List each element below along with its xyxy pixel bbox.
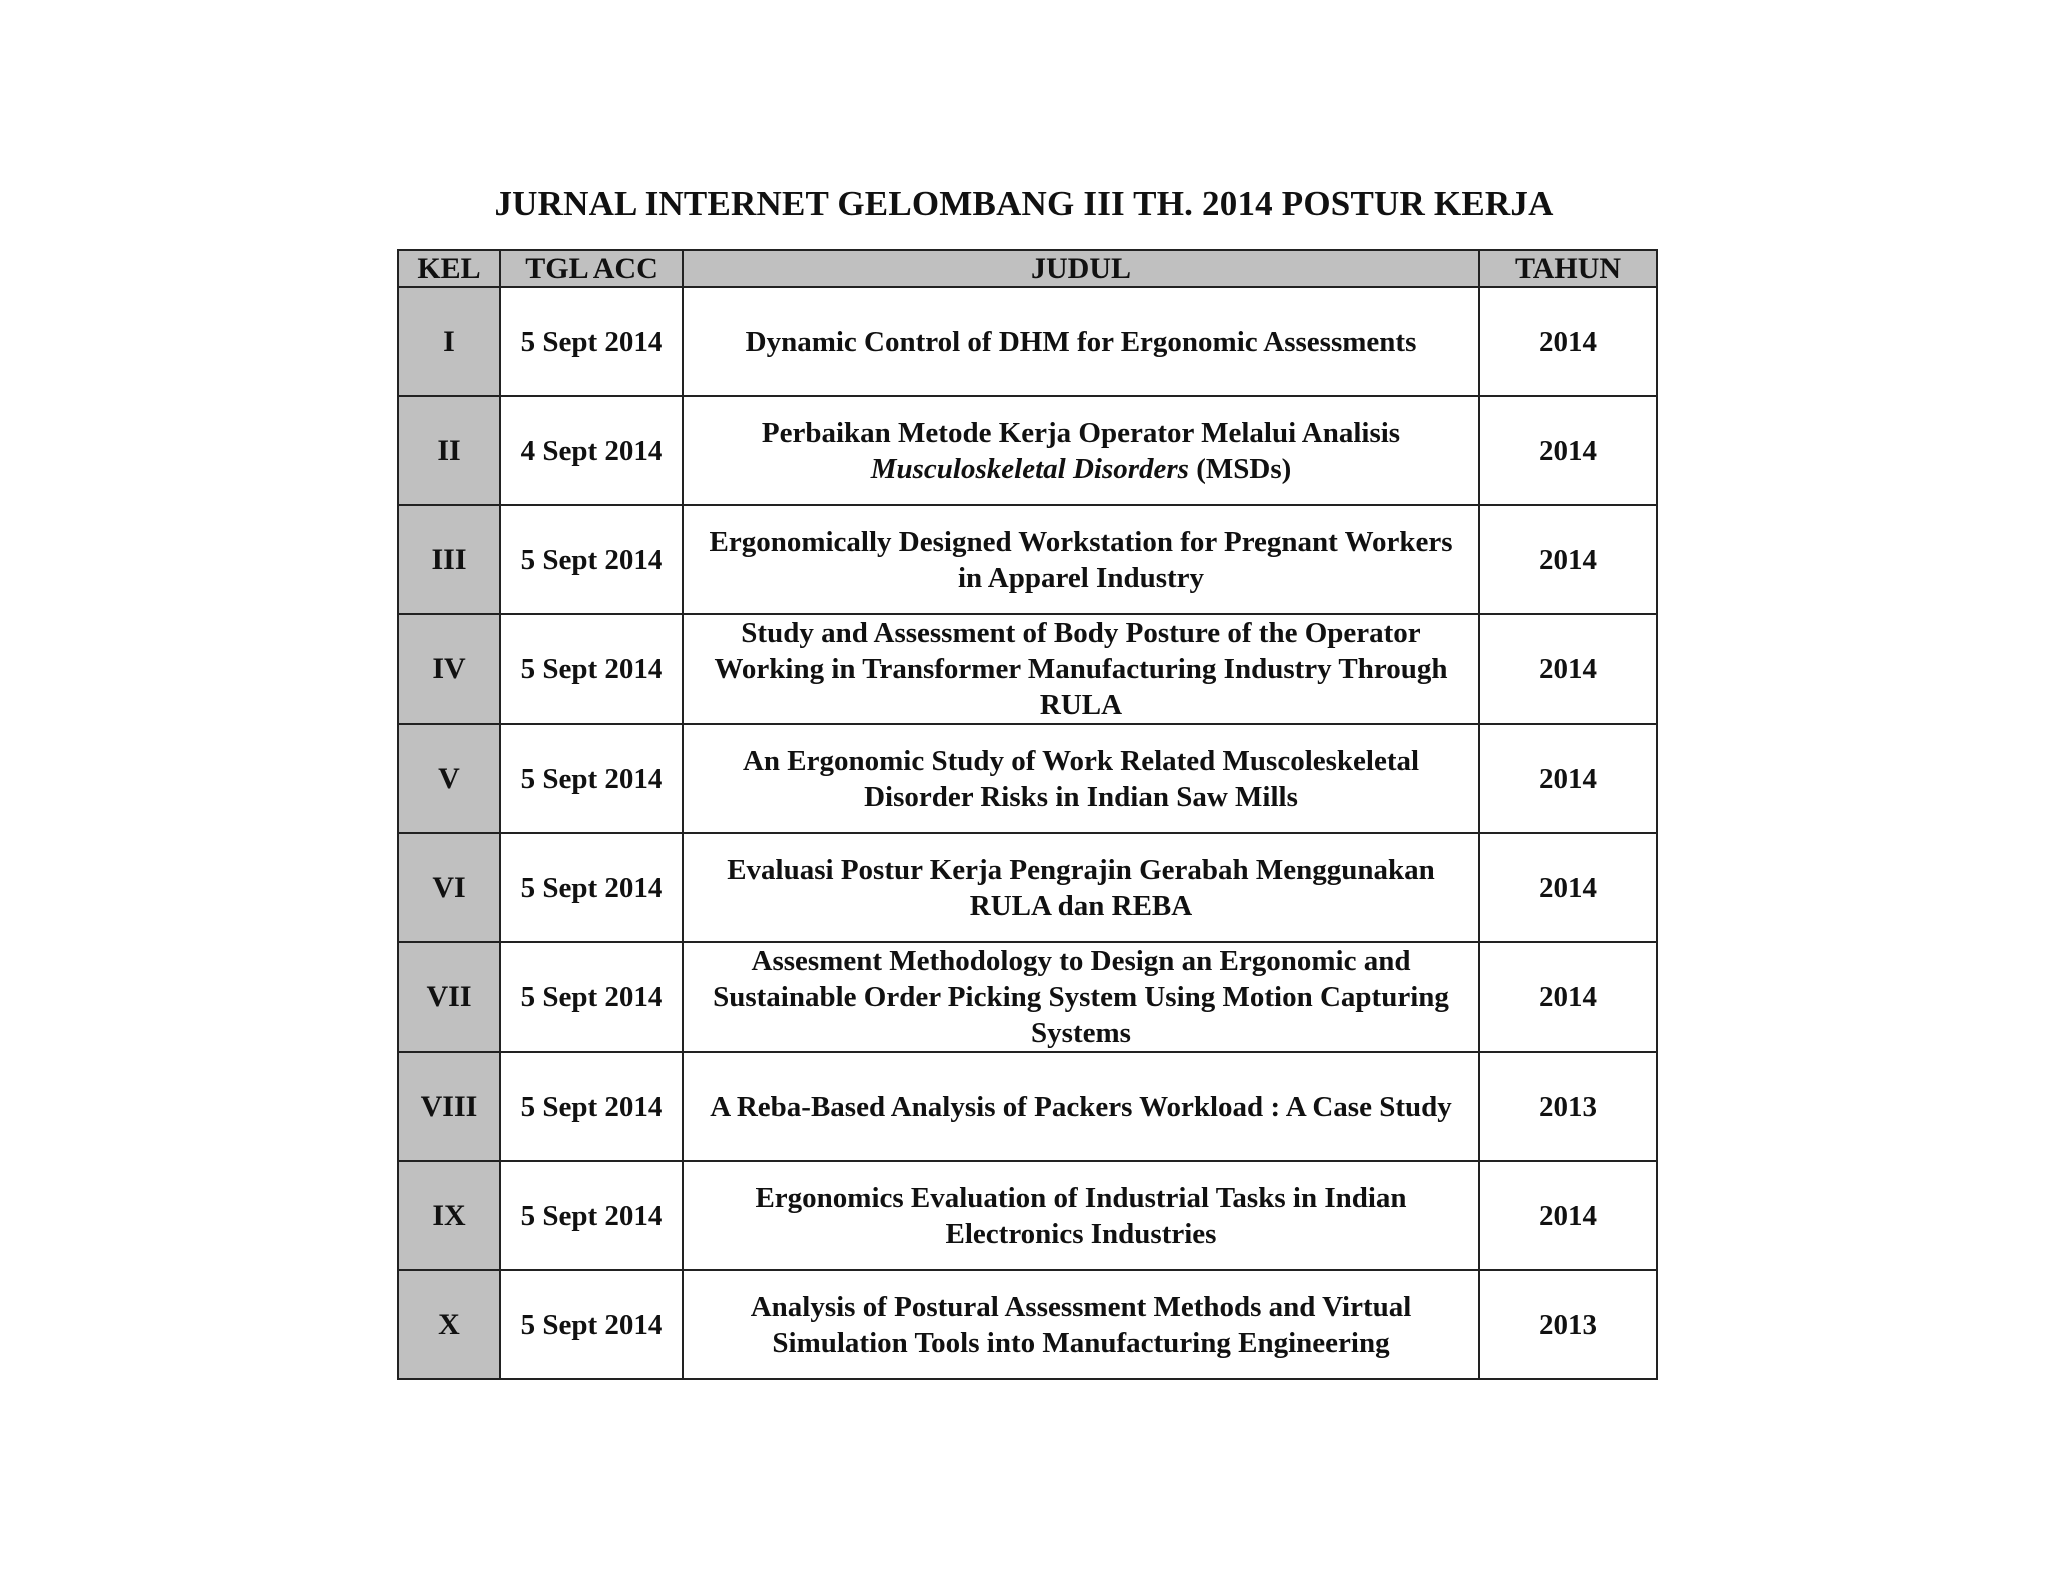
judul-cell: An Ergonomic Study of Work Related Muscoleskeletal Disorder Risks in Indian Saw Mills <box>683 724 1479 833</box>
judul-cell: Study and Assessment of Body Posture of the Operator Working in Transformer Manufacturing Industry Through RULA <box>683 614 1479 724</box>
header-tgl-acc: TGL ACC <box>500 250 683 287</box>
tgl-acc-cell: 5 Sept 2014 <box>500 614 683 724</box>
judul-cell: Ergonomically Designed Workstation for Pregnant Workers in Apparel Industry <box>683 505 1479 614</box>
table-row <box>398 505 1657 614</box>
kel-cell: V <box>398 724 500 833</box>
judul-suffix-text: (MSDs) <box>1188 452 1292 485</box>
tahun-cell: 2014 <box>1479 1161 1657 1270</box>
tgl-acc-cell: 5 Sept 2014 <box>500 505 683 614</box>
table-row <box>398 1161 1657 1270</box>
kel-cell: I <box>398 287 500 396</box>
tahun-cell: 2014 <box>1479 396 1657 505</box>
kel-cell: VI <box>398 833 500 942</box>
tahun-cell: 2014 <box>1479 833 1657 942</box>
judul-cell: A Reba-Based Analysis of Packers Workload : A Case Study <box>683 1052 1479 1161</box>
tahun-cell: 2014 <box>1479 942 1657 1052</box>
tgl-acc-cell: 5 Sept 2014 <box>500 287 683 396</box>
table-header-row <box>398 250 1657 287</box>
tahun-cell: 2014 <box>1479 505 1657 614</box>
kel-cell: IV <box>398 614 500 724</box>
judul-italic-text: Musculoskeletal Disorders <box>870 452 1189 485</box>
kel-cell: VII <box>398 942 500 1052</box>
kel-cell: IX <box>398 1161 500 1270</box>
table-row <box>398 287 1657 396</box>
tahun-cell: 2014 <box>1479 614 1657 724</box>
judul-cell: Analysis of Postural Assessment Methods and Virtual Simulation Tools into Manufacturing Engineering <box>683 1270 1479 1379</box>
tgl-acc-cell: 5 Sept 2014 <box>500 942 683 1052</box>
tahun-cell: 2013 <box>1479 1052 1657 1161</box>
tgl-acc-cell: 4 Sept 2014 <box>500 396 683 505</box>
table-row <box>398 833 1657 942</box>
judul-cell: Assesment Methodology to Design an Ergonomic and Sustainable Order Picking System Using Motion Capturing Systems <box>683 942 1479 1052</box>
table-row <box>398 1052 1657 1161</box>
tgl-acc-cell: 5 Sept 2014 <box>500 1161 683 1270</box>
kel-cell: VIII <box>398 1052 500 1161</box>
table-row <box>398 942 1657 1052</box>
journal-table-container <box>397 249 1656 1380</box>
tahun-cell: 2014 <box>1479 287 1657 396</box>
tgl-acc-cell: 5 Sept 2014 <box>500 1270 683 1379</box>
tgl-acc-cell: 5 Sept 2014 <box>500 1052 683 1161</box>
tahun-cell: 2013 <box>1479 1270 1657 1379</box>
header-tahun: TAHUN <box>1479 250 1657 287</box>
table-row <box>398 1270 1657 1379</box>
tahun-cell: 2014 <box>1479 724 1657 833</box>
kel-cell: III <box>398 505 500 614</box>
table-row <box>398 614 1657 724</box>
tgl-acc-cell: 5 Sept 2014 <box>500 833 683 942</box>
header-kel: KEL <box>398 250 500 287</box>
header-judul: JUDUL <box>683 250 1479 287</box>
page-title: JURNAL INTERNET GELOMBANG III TH. 2014 POSTUR KERJA <box>494 184 1554 223</box>
journal-table <box>397 249 1658 1380</box>
table-row <box>398 724 1657 833</box>
judul-cell: Evaluasi Postur Kerja Pengrajin Gerabah Menggunakan RULA dan REBA <box>683 833 1479 942</box>
judul-cell: Dynamic Control of DHM for Ergonomic Assessments <box>683 287 1479 396</box>
tgl-acc-cell: 5 Sept 2014 <box>500 724 683 833</box>
judul-cell <box>683 396 1479 505</box>
judul-cell: Ergonomics Evaluation of Industrial Tasks in Indian Electronics Industries <box>683 1161 1479 1270</box>
kel-cell: X <box>398 1270 500 1379</box>
table-row <box>398 396 1657 505</box>
kel-cell: II <box>398 396 500 505</box>
judul-text: Perbaikan Metode Kerja Operator Melalui Analisis <box>761 416 1401 449</box>
